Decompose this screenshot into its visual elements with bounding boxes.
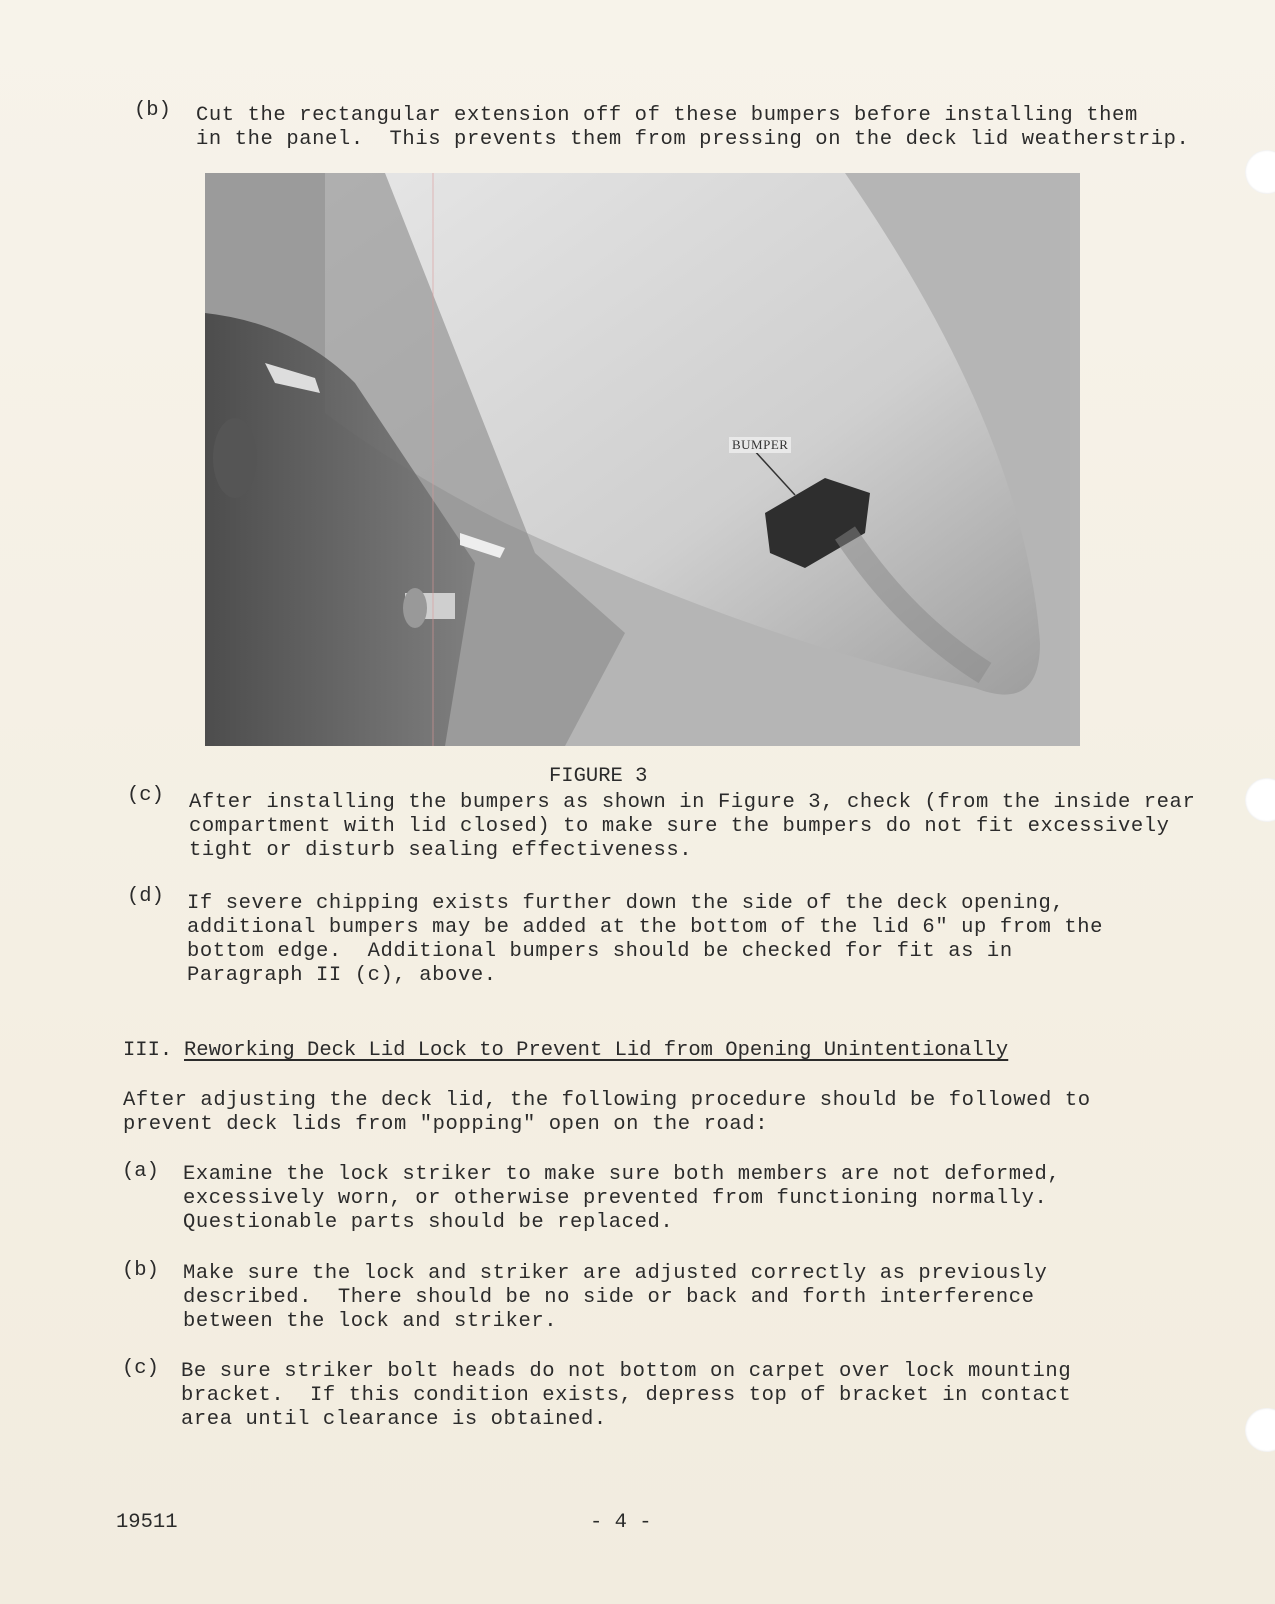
item-text: Examine the lock striker to make sure both members are not deformed, excessively worn, or otherwise prevented from functioning normally. Questionable parts should be replaced. — [183, 1163, 1061, 1234]
figure-photo — [205, 173, 1080, 746]
item-label: (b) — [122, 1259, 159, 1282]
punch-hole — [1245, 1408, 1275, 1452]
item-label: (a) — [122, 1160, 159, 1183]
item-label: (d) — [127, 885, 164, 908]
item-label: (b) — [134, 99, 171, 122]
item-text: Be sure striker bolt heads do not bottom on carpet over lock mounting bracket. If this condition exists, depress top of bracket in contact area until clearance is obtained. — [181, 1360, 1072, 1431]
bumper-callout: BUMPER — [729, 437, 791, 453]
figure-caption: FIGURE 3 — [549, 765, 648, 788]
item-label: (c) — [122, 1357, 159, 1380]
section-heading: Reworking Deck Lid Lock to Prevent Lid from Opening Unintentionally — [184, 1039, 1009, 1062]
document-number: 19511 — [116, 1511, 178, 1534]
deck-lid-photo — [205, 173, 1080, 746]
punch-hole — [1245, 150, 1275, 194]
item-text: Make sure the lock and striker are adjusted correctly as previously described. There should be no side or back and forth interference between the lock and striker. — [183, 1262, 1048, 1333]
item-label: (c) — [127, 784, 164, 807]
section-number: III. — [123, 1039, 173, 1062]
item-text: Cut the rectangular extension off of these bumpers before installing them in the panel. This prevents them from pressing on the deck lid weatherstrip. — [196, 104, 1190, 151]
section-intro: After adjusting the deck lid, the following procedure should be followed to prevent deck lids from "popping" open on the road: — [123, 1089, 1091, 1136]
page-number: - 4 - — [590, 1511, 652, 1534]
item-text: After installing the bumpers as shown in Figure 3, check (from the inside rear compartment with lid closed) to make sure the bumpers do not fit excessively tight or disturb sealing effectiveness. — [189, 791, 1196, 862]
punch-hole — [1245, 778, 1275, 822]
item-text: If severe chipping exists further down the side of the deck opening, additional bumpers may be added at the bottom of the lid 6" up from the bottom edge. Additional bumpers should be checked for fit as in Paragraph II (c), above. — [187, 892, 1104, 987]
